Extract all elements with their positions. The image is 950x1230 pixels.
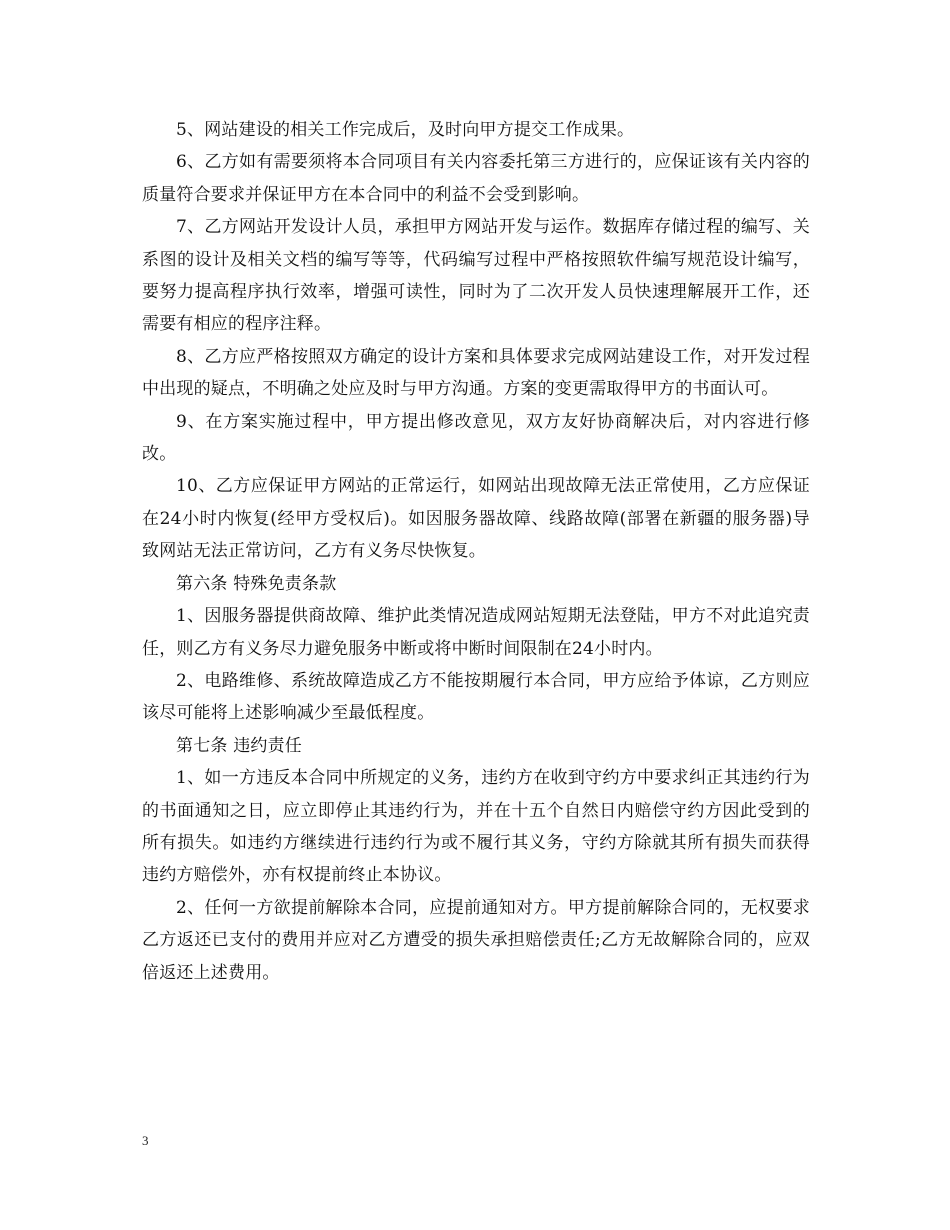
section-heading-article-7: 第七条 违约责任 (176, 735, 303, 756)
paragraph-item-5: 5、网站建设的相关工作完成后，及时向甲方提交工作成果。 (176, 120, 635, 140)
paragraph-exemption-1: 1、因服务器提供商故障、维护此类情况造成网站短期无法登陆，甲方不对此追究责任，则乙方有义务尽力避免服务中断或将中断时间限制在24小时内。 (142, 606, 810, 659)
paragraph-item-10: 10、乙方应保证甲方网站的正常运行，如网站出现故障无法正常使用，乙方应保证在24小时内恢复(经甲方受权后)。如因服务器故障、线路故障(部署在新疆的服务器)导致网站无法正常访问，乙方有义务尽快恢复。 (142, 476, 810, 562)
document-body (142, 114, 810, 989)
paragraph-exemption-2: 2、电路维修、系统故障造成乙方不能按期履行本合同，甲方应给予体谅，乙方则应该尽可能将上述影响减少至最低程度。 (142, 670, 810, 724)
paragraph-liability-2: 2、任何一方欲提前解除本合同，应提前通知对方。甲方提前解除合同的，无权要求乙方返还已支付的费用并应对乙方遭受的损失承担赔偿责任;乙方无故解除合同的，应双倍返还上述费用。 (142, 897, 810, 983)
paragraph-item-6: 6、乙方如有需要须将本合同项目有关内容委托第三方进行的，应保证该有关内容的质量符合要求并保证甲方在本合同中的利益不会受到影响。 (142, 152, 810, 205)
page-number: 3 (142, 1133, 149, 1148)
paragraph-item-8: 8、乙方应严格按照双方确定的设计方案和具体要求完成网站建设工作，对开发过程中出现的疑点，不明确之处应及时与甲方沟通。方案的变更需取得甲方的书面认可。 (142, 346, 810, 400)
paragraph-item-7: 7、乙方网站开发设计人员，承担甲方网站开发与运作。数据库存储过程的编写、关系图的设计及相关文档的编写等等，代码编写过程中严格按照软件编写规范设计编写，要努力提高程序执行效率，增强可读性，同时为了二次开发人员快速理解展开工作，还需要有相应的程序注释。 (142, 217, 810, 335)
paragraph-item-9: 9、在方案实施过程中，甲方提出修改意见，双方友好协商解决后，对内容进行修改。 (142, 411, 810, 465)
section-heading-article-6: 第六条 特殊免责条款 (176, 573, 337, 594)
paragraph-liability-1: 1、如一方违反本合同中所规定的义务，违约方在收到守约方中要求纠正其违约行为的书面通知之日，应立即停止其违约行为，并在十五个自然日内赔偿守约方因此受到的所有损失。如违约方继续进行违约行为或不履行其义务，守约方除就其所有损失而获得违约方赔偿外，亦有权提前终止本协议。 (142, 768, 810, 886)
